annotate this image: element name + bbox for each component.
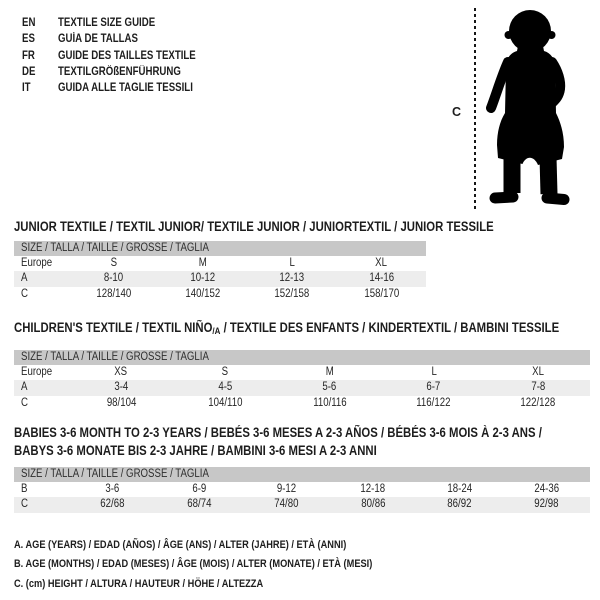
size-value: S (110, 257, 117, 269)
language-row (22, 48, 222, 64)
size-value-cell (69, 256, 158, 271)
size-value-cell (503, 497, 590, 512)
section-heading (14, 320, 600, 338)
row-label: Europe (21, 366, 53, 378)
size-value: XS (114, 366, 128, 378)
size-value-cell (69, 396, 173, 411)
language-row (22, 64, 222, 80)
row-label: A (21, 381, 28, 394)
size-value: 158/170 (363, 287, 399, 300)
row-label-cell (14, 380, 69, 395)
size-value: XL (375, 257, 388, 269)
size-value-cell (248, 287, 337, 302)
size-value-cell (173, 365, 277, 380)
size-value-cell (277, 380, 381, 395)
row-label-cell (14, 365, 69, 380)
size-value: 68/74 (187, 498, 212, 511)
size-table-row (14, 380, 590, 395)
section-heading-line (14, 443, 377, 461)
size-value: 5-6 (322, 381, 337, 394)
section-heading-line (14, 320, 559, 338)
language-title: GUIDA ALLE TAGLIE TESSILI (58, 82, 193, 95)
language-title: GUÍA DE TALLAS (58, 33, 138, 46)
size-value-cell (158, 256, 247, 271)
size-header-bar-label: SIZE / TALLA / TAILLE / GRÖSSE / TAGLIA (21, 242, 209, 254)
size-value: 110/116 (312, 396, 347, 409)
size-value: 9-12 (276, 483, 296, 495)
language-code: FR (22, 49, 35, 62)
size-value-cell (69, 380, 173, 395)
size-value-cell (243, 482, 330, 497)
size-value-cell (277, 396, 381, 411)
size-value: 140/152 (185, 287, 221, 300)
section-heading (14, 219, 585, 237)
size-value: 80/86 (360, 498, 385, 511)
size-value-cell (69, 365, 173, 380)
size-table-row (14, 365, 590, 380)
toddler-silhouette-icon (479, 7, 579, 209)
language-row (22, 80, 222, 96)
section-heading-text: / TEXTILE DES ENFANTS / KINDERTEXTIL / BAMBINI TESSILE (220, 320, 560, 335)
size-table-row (14, 482, 590, 497)
size-header-bar (14, 467, 590, 482)
size-value-cell (243, 497, 330, 512)
size-value-cell (382, 396, 486, 411)
size-value: 3-6 (105, 483, 120, 495)
footnote-line (14, 575, 441, 594)
section-heading-line (14, 425, 542, 443)
language-row (22, 31, 222, 47)
size-value-cell (416, 497, 503, 512)
language-code: IT (22, 82, 31, 95)
size-value: 6-9 (192, 483, 207, 495)
row-label-cell (14, 287, 69, 302)
size-value-cell (503, 482, 590, 497)
size-value: 18-24 (447, 483, 473, 495)
size-value-cell (486, 365, 590, 380)
footnote-line (14, 555, 441, 574)
size-value: 8-10 (103, 272, 124, 285)
size-value-cell (337, 287, 426, 302)
footnotes (14, 536, 441, 594)
size-table-row (14, 271, 426, 286)
size-value: 6-7 (426, 381, 441, 394)
size-value: 7-8 (530, 381, 545, 394)
size-table (14, 350, 590, 411)
size-value-cell (277, 365, 381, 380)
section-heading-text: JUNIOR TEXTILE / TEXTIL JUNIOR/ TEXTILE JUNIOR / JUNIORTEXTIL / JUNIOR TESSILE (14, 219, 494, 234)
size-table-row (14, 287, 426, 302)
size-value: 152/158 (274, 287, 310, 300)
size-value: 92/98 (534, 498, 559, 511)
size-value: 4-5 (218, 381, 233, 394)
size-value-cell (337, 256, 426, 271)
section-heading-text: BABYS 3-6 MONATE BIS 2-3 JAHRE / BAMBINI 3-6 MESI A 2-3 ANNI (14, 443, 377, 458)
section-heading-text: BABIES 3-6 MONTH TO 2-3 YEARS / BEBÉS 3-6 MESES A 2-3 AÑOS / BÉBÉS 3-6 MOIS À 2-3 ANS / (14, 425, 542, 440)
size-value: 86/92 (447, 498, 472, 511)
section-heading-text: /A (212, 326, 221, 337)
size-value-cell (156, 497, 243, 512)
row-label-cell (14, 271, 69, 286)
language-title: GUIDE DES TAILLES TEXTILE (58, 49, 196, 62)
row-label-cell (14, 482, 69, 497)
size-value: M (198, 257, 207, 269)
size-value-cell (382, 380, 486, 395)
size-value: M (325, 366, 334, 378)
size-table-row (14, 396, 590, 411)
size-value: 24-36 (534, 483, 559, 495)
language-title: TEXTILGRÖßENFÜHRUNG (58, 65, 181, 78)
size-value-cell (173, 396, 277, 411)
size-table (14, 241, 426, 302)
language-title-list (22, 15, 222, 96)
size-value-cell (69, 482, 156, 497)
row-label: A (21, 272, 28, 285)
size-value-cell (416, 482, 503, 497)
size-value: XL (532, 366, 544, 378)
size-value: 62/68 (100, 498, 125, 511)
language-title: TEXTILE SIZE GUIDE (58, 17, 156, 29)
size-value-cell (156, 482, 243, 497)
size-value-cell (329, 497, 416, 512)
footnote-text: A. AGE (YEARS) / EDAD (AÑOS) / ÂGE (ANS) / ALTER (JAHRE) / ETÀ (ANNI) (14, 539, 347, 551)
size-value: 104/110 (208, 396, 243, 409)
height-measure-label: C (452, 105, 462, 119)
footnote-text: C. (cm) HEIGHT / ALTURA / HAUTEUR / HÖHE / ALTEZZA (14, 577, 264, 590)
row-label-cell (14, 497, 69, 512)
row-label: Europe (21, 257, 53, 269)
size-value: 128/140 (96, 287, 132, 300)
size-table-row (14, 256, 426, 271)
size-value: 98/104 (106, 396, 136, 409)
size-value-cell (248, 271, 337, 286)
size-value-cell (69, 271, 158, 286)
size-value-cell (382, 365, 486, 380)
size-table (14, 467, 590, 513)
size-value: 14-16 (369, 272, 394, 285)
language-code: DE (22, 65, 36, 78)
row-label: C (21, 287, 28, 300)
size-value-cell (329, 482, 416, 497)
size-value-cell (69, 287, 158, 302)
section-heading (14, 425, 600, 461)
language-code: ES (22, 33, 35, 46)
size-value: 74/80 (273, 498, 299, 511)
row-label: C (21, 498, 28, 511)
size-value: 3-4 (114, 381, 129, 394)
size-value: 122/128 (520, 396, 556, 409)
size-table-row (14, 497, 590, 512)
language-code: EN (22, 17, 36, 29)
size-value: 12-18 (360, 483, 386, 495)
row-label-cell (14, 396, 69, 411)
size-value-cell (337, 271, 426, 286)
size-header-bar-label: SIZE / TALLA / TAILLE / GRÖSSE / TAGLIA (21, 468, 209, 480)
size-value-cell (158, 271, 247, 286)
size-value: L (289, 257, 295, 269)
row-label: B (21, 483, 28, 495)
footnote-line (14, 536, 441, 555)
size-value: L (431, 366, 437, 378)
size-value-cell (486, 396, 590, 411)
size-value: S (222, 366, 229, 378)
section-heading-line (14, 219, 494, 237)
size-value: 12-13 (279, 272, 305, 285)
size-value: 10-12 (190, 272, 216, 285)
size-value-cell (486, 380, 590, 395)
row-label-cell (14, 256, 69, 271)
size-value-cell (158, 287, 247, 302)
size-value: 116/122 (416, 396, 451, 409)
footnote-text: B. AGE (MONTHS) / EDAD (MESES) / ÂGE (MOIS) / ALTER (MONATE) / ETÀ (MESI) (14, 558, 373, 571)
size-value-cell (69, 497, 156, 512)
size-header-bar (14, 350, 590, 365)
height-measure-dashed-line (474, 8, 476, 209)
row-label: C (21, 396, 28, 409)
section-heading-text: CHILDREN'S TEXTILE / TEXTIL NIÑO (14, 320, 213, 335)
language-row (22, 15, 222, 31)
size-value-cell (173, 380, 277, 395)
size-header-bar (14, 241, 426, 256)
size-header-bar-label: SIZE / TALLA / TAILLE / GRÖSSE / TAGLIA (21, 351, 209, 363)
size-value-cell (248, 256, 337, 271)
